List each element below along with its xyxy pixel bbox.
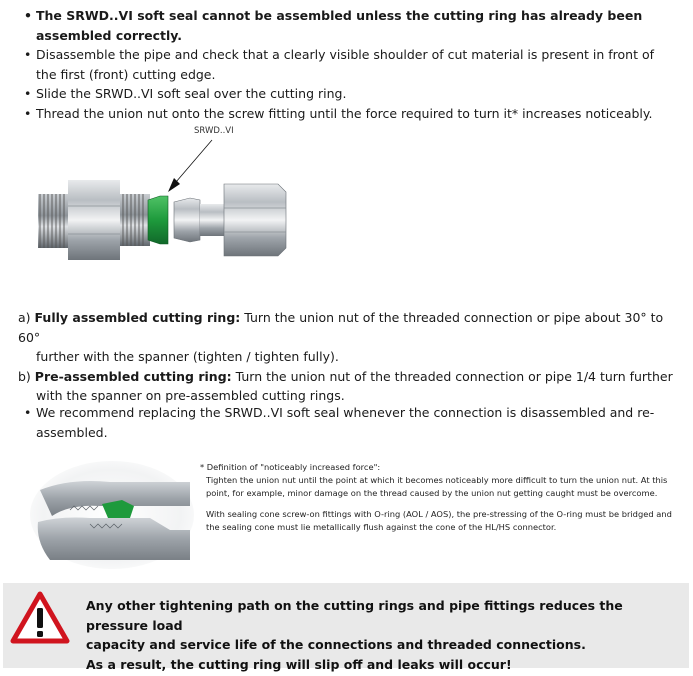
definition-heading: * Definition of "noticeably increased force": bbox=[200, 462, 381, 472]
bullet-marker: • bbox=[24, 86, 32, 101]
fitting-illustration bbox=[28, 120, 308, 270]
cutting-ring bbox=[174, 198, 200, 242]
bullet-marker: • bbox=[24, 8, 32, 23]
instruction-list bbox=[18, 6, 678, 123]
step-title: Fully assembled cutting ring: bbox=[34, 310, 241, 325]
step-fully-assembled bbox=[18, 308, 678, 367]
list-item-text: Thread the union nut onto the screw fitting until the force required to turn it* increases noticeably. bbox=[36, 105, 653, 121]
leader-line bbox=[176, 140, 212, 182]
pipe bbox=[200, 204, 224, 236]
list-item bbox=[18, 84, 678, 104]
list-item bbox=[18, 45, 678, 84]
list-item-text: Disassemble the pipe and check that a clearly visible shoulder of cut material is present in front of the first (front) cutting edge. bbox=[36, 47, 655, 82]
list-item bbox=[18, 6, 678, 45]
warning-line: capacity and service life of the connections and threaded connections. bbox=[86, 637, 586, 652]
arrow-icon bbox=[168, 178, 180, 192]
step-continuation: with the spanner on pre-assembled cutting rings. bbox=[36, 388, 345, 403]
list-item-text: The SRWD..VI soft seal cannot be assembled unless the cutting ring has already been assembled correctly. bbox=[36, 8, 643, 43]
definition-note bbox=[200, 461, 685, 534]
assembly-steps bbox=[18, 308, 678, 406]
step-text: Turn the union nut of the threaded connection or pipe about 30° to 60° bbox=[18, 310, 664, 345]
fitting-drawing bbox=[28, 120, 308, 270]
recommendation-item bbox=[18, 403, 678, 442]
warning-line: Any other tightening path on the cutting rings and pipe fittings reduces the pressure load bbox=[86, 598, 623, 633]
union-nut bbox=[224, 184, 286, 256]
screw-body bbox=[38, 180, 150, 260]
step-prefix: a) bbox=[18, 310, 35, 325]
step-continuation: further with the spanner (tighten / tighten fully). bbox=[36, 349, 339, 364]
step-pre-assembled bbox=[18, 367, 678, 406]
step-text: Turn the union nut of the threaded connection or pipe 1/4 turn further bbox=[231, 368, 673, 384]
recommendation-text: We recommend replacing the SRWD..VI soft seal whenever the connection is disassembled and re-assembled. bbox=[36, 405, 655, 440]
definition-paragraph: With sealing cone screw-on fittings with O-ring (AOL / AOS), the pre-stressing of the O-ring must be bridged and the sealing cone must lie metallically flush against the cone of the HL/HS connector. bbox=[206, 509, 672, 532]
step-prefix: b) bbox=[18, 368, 35, 384]
bullet-marker: • bbox=[24, 405, 32, 420]
warning-box bbox=[3, 583, 689, 672]
soft-seal bbox=[148, 196, 168, 244]
bullet-marker: • bbox=[24, 47, 32, 62]
bullet-marker: • bbox=[24, 105, 32, 121]
cross-section-illustration bbox=[30, 460, 195, 570]
warning-triangle-icon bbox=[10, 591, 70, 645]
warning-line: As a result, the cutting ring will slip off and leaks will occur! bbox=[86, 656, 512, 672]
list-item-text: Slide the SRWD..VI soft seal over the cutting ring. bbox=[36, 86, 347, 101]
step-title: Pre-assembled cutting ring: bbox=[34, 368, 232, 384]
definition-paragraph: Tighten the union nut until the point at which it becomes noticeably more difficult to turn the union nut. At this point, for example, minor damage on the thread caused by the union nut getting caught must be overcome. bbox=[206, 475, 668, 498]
cross-section-drawing bbox=[30, 460, 195, 570]
figure-label: SRWD..VI bbox=[194, 126, 234, 136]
warning-text bbox=[86, 596, 676, 674]
